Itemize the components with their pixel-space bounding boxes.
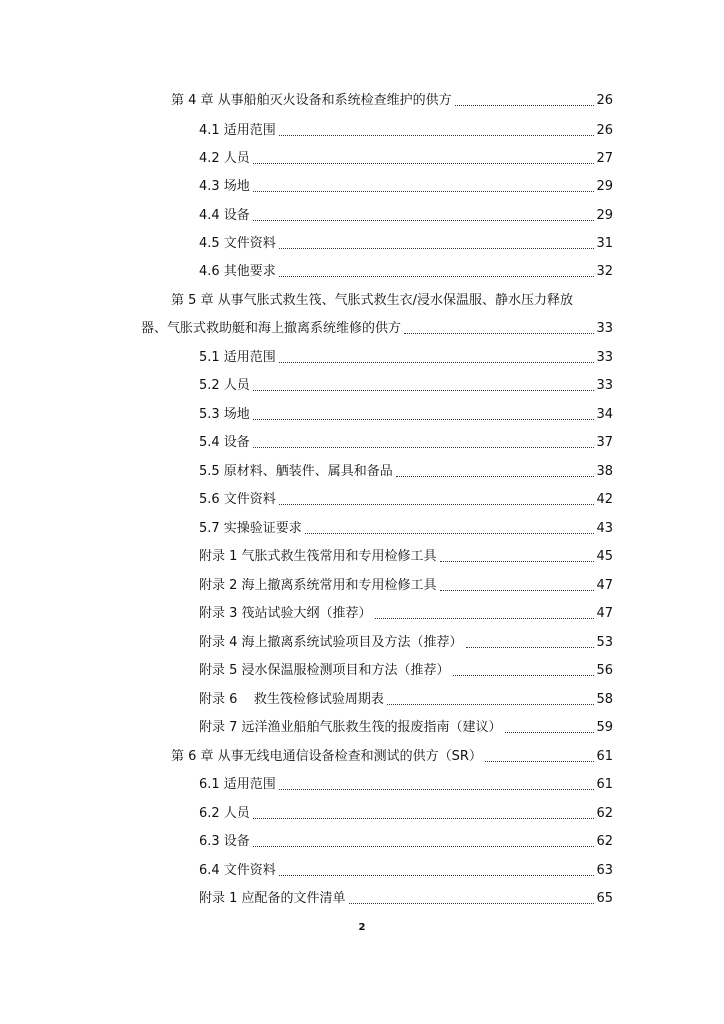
- dot-leader: [253, 190, 595, 192]
- toc-appendix-5-7[interactable]: [199, 715, 613, 737]
- dot-leader: [396, 475, 595, 477]
- toc-page: 47: [596, 606, 613, 621]
- dot-leader: [253, 219, 595, 221]
- toc-label: 5.6 文件资料: [199, 492, 276, 507]
- toc-label: 第 5 章 从事气胀式救生筏、气胀式救生衣/浸水保温服、静水压力释放: [171, 293, 574, 308]
- toc-section-4-2[interactable]: [199, 146, 613, 168]
- toc-appendix-5-2[interactable]: [199, 573, 613, 595]
- dot-leader: [387, 703, 595, 705]
- toc-section-5-4[interactable]: [199, 430, 613, 452]
- dot-leader: [253, 162, 595, 164]
- dot-leader: [279, 361, 595, 363]
- toc-section-5-5[interactable]: [199, 459, 613, 481]
- dot-leader: [279, 788, 595, 790]
- toc-page: 34: [596, 407, 613, 422]
- toc-appendix-5-1[interactable]: [199, 544, 613, 566]
- dot-leader: [455, 104, 595, 106]
- dot-leader: [349, 902, 595, 904]
- toc-page: 56: [596, 663, 613, 678]
- toc-label: 5.2 人员: [199, 378, 250, 393]
- dot-leader: [253, 817, 595, 819]
- toc-page: 45: [596, 549, 613, 564]
- toc-page: 58: [596, 692, 613, 707]
- page-number: 2: [358, 922, 366, 933]
- toc-page: 33: [596, 321, 613, 336]
- toc-section-5-1[interactable]: [199, 345, 613, 367]
- toc-page: 37: [596, 435, 613, 450]
- dot-leader: [279, 247, 595, 249]
- toc-section-6-4[interactable]: [199, 858, 613, 880]
- toc-label: 6.4 文件资料: [199, 863, 276, 878]
- toc-label: 附录 2 海上撤离系统常用和专用检修工具: [199, 578, 437, 593]
- toc-page: 26: [596, 93, 613, 108]
- toc-label: 第 6 章 从事无线电通信设备检查和测试的供方（SR）: [171, 749, 482, 764]
- toc-label: 4.3 场地: [199, 179, 250, 194]
- dot-leader: [253, 845, 595, 847]
- toc-page: 29: [596, 208, 613, 223]
- dot-leader: [305, 532, 595, 534]
- dot-leader: [375, 617, 595, 619]
- dot-leader: [253, 418, 595, 420]
- toc-label: 6.3 设备: [199, 834, 250, 849]
- toc-label: 附录 4 海上撤离系统试验项目及方法（推荐）: [199, 635, 463, 650]
- toc-chapter-5-line-2[interactable]: [141, 316, 613, 338]
- toc-page: 61: [596, 777, 613, 792]
- toc-section-5-6[interactable]: [199, 487, 613, 509]
- toc-page: 32: [596, 264, 613, 279]
- toc-appendix-5-6[interactable]: [199, 687, 613, 709]
- toc-label: 第 4 章 从事船舶灭火设备和系统检查维护的供方: [171, 93, 452, 108]
- toc-label: 6.2 人员: [199, 806, 250, 821]
- toc-section-4-1[interactable]: [199, 118, 613, 140]
- toc-label: 附录 1 气胀式救生筏常用和专用检修工具: [199, 549, 437, 564]
- toc-page: 27: [596, 151, 613, 166]
- toc-page: 53: [596, 635, 613, 650]
- toc-page: 38: [596, 464, 613, 479]
- toc-appendix-5-3[interactable]: [199, 601, 613, 623]
- toc-page: 31: [596, 236, 613, 251]
- toc-label: 附录 3 筏站试验大纲（推荐）: [199, 606, 372, 621]
- toc-label: 6.1 适用范围: [199, 777, 276, 792]
- dot-leader: [453, 674, 595, 676]
- toc-page: 65: [596, 891, 613, 906]
- dot-leader: [466, 646, 595, 648]
- toc-page: 61: [596, 749, 613, 764]
- toc-section-5-7[interactable]: [199, 516, 613, 538]
- toc-page: 33: [596, 350, 613, 365]
- toc-label: 4.1 适用范围: [199, 123, 276, 138]
- toc-section-5-3[interactable]: [199, 402, 613, 424]
- toc-appendix-5-5[interactable]: [199, 658, 613, 680]
- toc-label: 器、气胀式救助艇和海上撤离系统维修的供方: [141, 321, 402, 336]
- dot-leader: [279, 134, 595, 136]
- toc-section-4-3[interactable]: [199, 174, 613, 196]
- dot-leader: [253, 446, 595, 448]
- toc-label: 附录 1 应配备的文件清单: [199, 891, 346, 906]
- dot-leader: [279, 503, 595, 505]
- toc-chapter-4[interactable]: [171, 88, 613, 110]
- toc-page: 26: [596, 123, 613, 138]
- toc-page: 62: [596, 806, 613, 821]
- toc-page: 33: [596, 378, 613, 393]
- toc-label: 附录 5 浸水保温服检测项目和方法（推荐）: [199, 663, 450, 678]
- toc-page: 62: [596, 834, 613, 849]
- toc-label: 附录 6 救生筏检修试验周期表: [199, 692, 384, 707]
- toc-label: 4.4 设备: [199, 208, 250, 223]
- dot-leader: [253, 389, 595, 391]
- toc-label: 4.5 文件资料: [199, 236, 276, 251]
- dot-leader: [404, 332, 594, 334]
- toc-section-5-2[interactable]: [199, 373, 613, 395]
- toc-section-6-1[interactable]: [199, 772, 613, 794]
- toc-label: 5.5 原材料、舾装件、属具和备品: [199, 464, 393, 479]
- toc-section-4-4[interactable]: [199, 203, 613, 225]
- dot-leader: [485, 760, 595, 762]
- dot-leader: [279, 874, 595, 876]
- toc-label: 4.2 人员: [199, 151, 250, 166]
- toc-label: 5.4 设备: [199, 435, 250, 450]
- toc-chapter-5-line-1[interactable]: [171, 288, 573, 310]
- toc-appendix-5-4[interactable]: [199, 630, 613, 652]
- toc-label: 4.6 其他要求: [199, 264, 276, 279]
- toc-chapter-6[interactable]: [171, 744, 613, 766]
- toc-page: 42: [596, 492, 613, 507]
- dot-leader: [279, 275, 595, 277]
- toc-section-6-3[interactable]: [199, 829, 613, 851]
- toc-section-4-5[interactable]: [199, 231, 613, 253]
- toc-section-6-2[interactable]: [199, 801, 613, 823]
- dot-leader: [440, 560, 595, 562]
- toc-page: 43: [596, 521, 613, 536]
- toc-label: 5.1 适用范围: [199, 350, 276, 365]
- dot-leader: [505, 731, 595, 733]
- toc-section-4-6[interactable]: [199, 259, 613, 281]
- toc-label: 附录 7 远洋渔业船舶气胀救生筏的报废指南（建议）: [199, 720, 502, 735]
- toc-appendix-6-1[interactable]: [199, 886, 613, 908]
- dot-leader: [440, 589, 595, 591]
- toc-label: 5.7 实操验证要求: [199, 521, 302, 536]
- toc-page: 63: [596, 863, 613, 878]
- toc-page: 47: [596, 578, 613, 593]
- toc-label: 5.3 场地: [199, 407, 250, 422]
- toc-page: 59: [596, 720, 613, 735]
- toc-page: 29: [596, 179, 613, 194]
